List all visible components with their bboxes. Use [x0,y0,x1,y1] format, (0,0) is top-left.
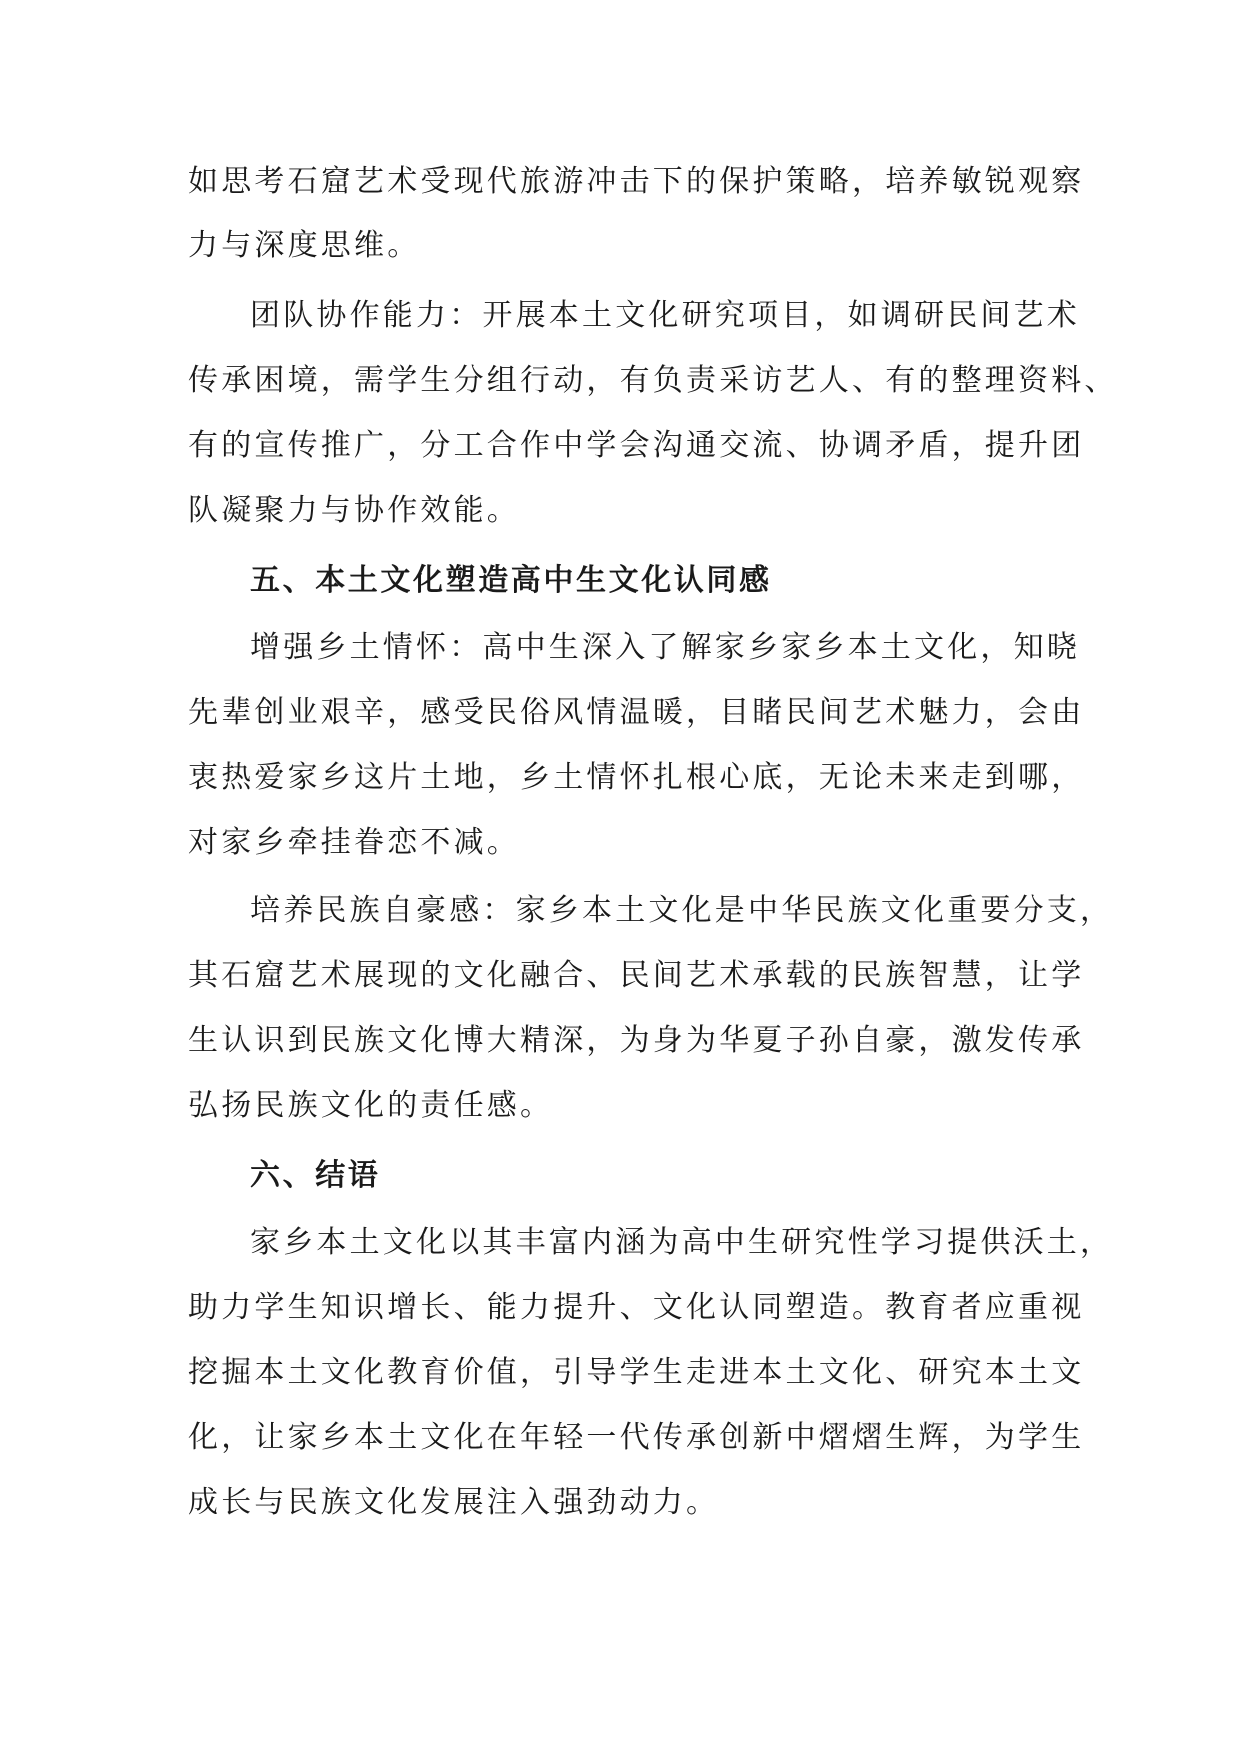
body-line: 其石窟艺术展现的文化融合、民间艺术承载的民族智慧，让学 [188,958,1085,993]
paragraph-line-conclusion: 家乡本土文化以其丰富内涵为高中生研究性学习提供沃土， [250,1225,1114,1260]
section-heading-six: 六、结语 [250,1158,381,1193]
body-line: 衷热爱家乡这片土地，乡土情怀扎根心底，无论未来走到哪， [188,760,1085,795]
body-line: 挖掘本土文化教育价值，引导学生走进本土文化、研究本土文 [188,1355,1085,1390]
paragraph-line-team-collaboration: 团队协作能力：开展本土文化研究项目，如调研民间艺术 [250,298,1080,333]
body-line: 力与深度思维。 [188,228,421,263]
body-line: 助力学生知识增长、能力提升、文化认同塑造。教育者应重视 [188,1290,1085,1325]
paragraph-line-hometown-feeling: 增强乡土情怀：高中生深入了解家乡家乡本土文化，知晓 [250,630,1080,665]
section-heading-five: 五、本土文化塑造高中生文化认同感 [250,563,772,598]
body-line: 如思考石窟艺术受现代旅游冲击下的保护策略，培养敏锐观察 [188,164,1085,199]
body-line: 传承困境，需学生分组行动，有负责采访艺人、有的整理资料、 [188,363,1118,398]
body-line: 队凝聚力与协作效能。 [188,493,520,528]
body-line: 先辈创业艰辛，感受民俗风情温暖，目睹民间艺术魅力，会由 [188,695,1085,730]
paragraph-line-national-pride: 培养民族自豪感：家乡本土文化是中华民族文化重要分支， [250,893,1114,928]
body-line: 化，让家乡本土文化在年轻一代传承创新中熠熠生辉，为学生 [188,1420,1085,1455]
body-line: 有的宣传推广，分工合作中学会沟通交流、协调矛盾，提升团 [188,428,1085,463]
body-line: 成长与民族文化发展注入强劲动力。 [188,1485,720,1520]
body-line: 弘扬民族文化的责任感。 [188,1088,554,1123]
body-line: 对家乡牵挂眷恋不减。 [188,825,520,860]
body-line: 生认识到民族文化博大精深，为身为华夏子孙自豪，激发传承 [188,1023,1085,1058]
